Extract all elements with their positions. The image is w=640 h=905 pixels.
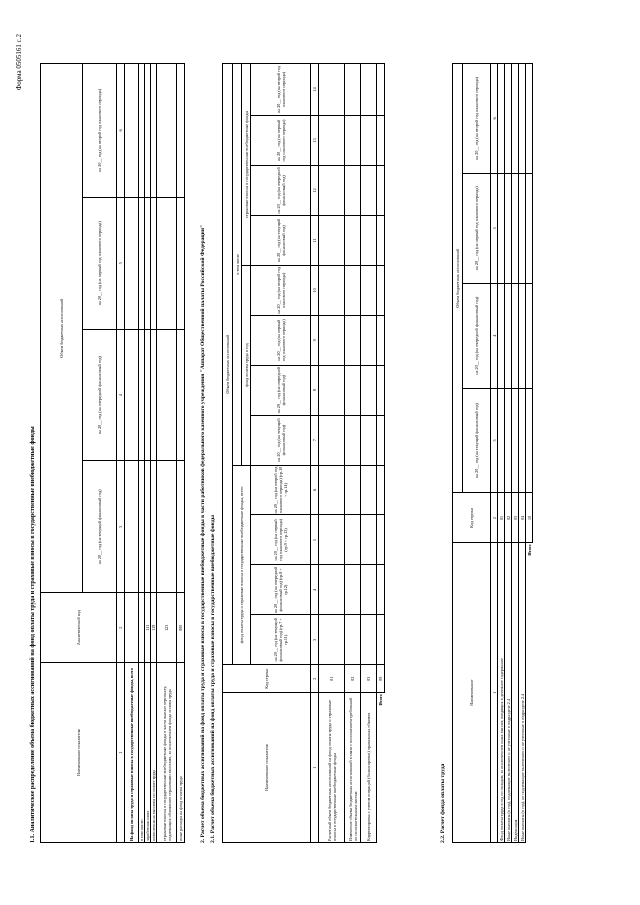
col-header-c6: на 20__ год (на второй год планового периода) (гр.10 + гр.14) xyxy=(251,465,311,515)
table-row xyxy=(361,64,377,843)
col-header-code: Аналитический код xyxy=(41,593,117,663)
col-num: 8 xyxy=(311,365,319,415)
row-code: 09 xyxy=(377,665,385,693)
row-name: На фонд оплаты труда и страховые взносы в государственные внебюджетные фонды, всего xyxy=(125,663,139,843)
total-row xyxy=(377,64,385,843)
row-name: Иные выплаты (в год), подлежащие включению и не учтенные в подразделе 2.4 xyxy=(505,543,512,843)
section-1-1-heading: 1.1. Аналитическое распределение объема бюджетных ассигнований на фонд оплаты труда и страховые взносы в государственные внебюджетные фонды xyxy=(30,426,36,843)
col-header-c3: на 20__ год (на текущий финансовый год) (гр.7 + гр.11) xyxy=(251,615,311,665)
table-row xyxy=(505,64,512,843)
cell xyxy=(177,64,185,198)
row-code xyxy=(125,593,139,663)
row-name: начисления на выплаты по оплате труда xyxy=(151,663,157,843)
cell xyxy=(125,64,139,198)
cell xyxy=(125,197,139,329)
cell xyxy=(125,461,139,593)
col-num: 6 xyxy=(491,64,498,174)
table-2-1 xyxy=(222,63,385,843)
total-row xyxy=(526,64,533,843)
table-row xyxy=(345,64,361,843)
row-name: Корректировка с учетом операций (балансировки) правильных объемов xyxy=(361,693,377,843)
row-code: 03 xyxy=(512,493,519,543)
row-code: 123 xyxy=(157,593,177,663)
col-header-c8: на 20__ год (на очередной финансовый год) xyxy=(251,365,311,415)
col-header-year-3: на 20__ год (на первый год планового периода) xyxy=(463,173,491,283)
row-name: Индексация xyxy=(512,543,519,843)
col-num: 9 xyxy=(311,315,319,365)
row-code: 111 xyxy=(145,593,151,663)
col-num: 3 xyxy=(117,461,125,593)
col-num: 1 xyxy=(491,543,498,843)
cell xyxy=(177,197,185,329)
col-num: 2 xyxy=(311,665,319,693)
col-header-name: Наименование xyxy=(453,543,491,843)
table-row xyxy=(498,64,505,843)
row-name: Итого xyxy=(526,543,533,843)
row-code: 000 xyxy=(177,593,185,663)
row-name: Иные выплаты (в год), не подлежащие включению и не учтенные в подразделе 2.4 xyxy=(519,543,526,843)
col-header-code: Код строки xyxy=(223,665,311,693)
col-header-fot: фонд оплаты труда в год xyxy=(242,265,251,465)
col-header-c5: на 20__ год (на первый год планового периода) (гр.9 + гр.13) xyxy=(251,515,311,565)
col-header-year-4: на 20__ год (на второй год планового периода) xyxy=(463,64,491,174)
col-header-volume: Объем бюджетных ассигнований xyxy=(453,64,463,493)
table-row xyxy=(519,64,526,843)
row-name: Итого xyxy=(377,693,385,843)
row-name: в том числе: xyxy=(139,663,145,843)
col-header-name: Наименование показателя xyxy=(223,693,311,843)
col-num: 1 xyxy=(117,663,125,843)
table-row xyxy=(319,64,345,843)
col-num: 4 xyxy=(117,329,125,461)
col-num: 5 xyxy=(117,197,125,329)
col-header-c9: на 20__ год (на первый год планового периода) xyxy=(251,315,311,365)
cell xyxy=(157,64,177,198)
col-num: 2 xyxy=(117,593,125,663)
col-header-insurance: страховые взносы в государственные внебюджетные фонды xyxy=(242,64,251,266)
col-num: 3 xyxy=(491,388,498,493)
col-num: 2 xyxy=(491,493,498,543)
cell xyxy=(157,329,177,461)
col-num: 7 xyxy=(311,415,319,465)
col-num: 4 xyxy=(311,565,319,615)
row-code: 03 xyxy=(361,665,377,693)
col-header-volume: Объем бюджетных ассигнований xyxy=(223,64,233,665)
col-header-c10: на 20__ год (на второй год планового периода) xyxy=(251,265,311,315)
column-numbers-row xyxy=(117,64,125,843)
row-code: 119 xyxy=(151,593,157,663)
col-header-incl: в том числе xyxy=(233,64,242,466)
cell xyxy=(157,197,177,329)
form-number: Форма 0505161 с.2 xyxy=(15,34,23,91)
row-name: иные расходы на фонд оплаты труда xyxy=(177,663,185,843)
col-num: 3 xyxy=(311,615,319,665)
section-2-2-heading: 2.2. Расчет фонда оплаты труда xyxy=(440,763,446,843)
col-num: 6 xyxy=(311,465,319,515)
row-name: заработная плата xyxy=(145,663,151,843)
col-header-group-total: фонд оплаты труда и страховые взносы в государственные внебюджетные фонды, всего xyxy=(233,465,251,665)
row-name: Фонд оплаты труда в год по окладам, за исключением иных выплат, входящих в денежное содержание xyxy=(498,543,505,843)
row-name: страховые взносы в государственные внебюджетные фонды в части выплат персоналу, подлежащих обложению страховыми взносами, за исключением фонда оплаты труда xyxy=(157,663,177,843)
cell xyxy=(177,329,185,461)
col-header-c11: на 20__ год (на текущий финансовый год) xyxy=(251,215,311,265)
table-row xyxy=(157,64,177,843)
col-num: 6 xyxy=(117,64,125,198)
col-num: 14 xyxy=(311,64,319,116)
table-1-1 xyxy=(40,63,185,843)
row-code: 02 xyxy=(345,665,361,693)
col-header-year-2: на 20__ год (на очередной финансовый год) xyxy=(83,329,117,461)
col-header-year-2: на 20__ год (на очередной финансовый год) xyxy=(463,283,491,388)
col-num: 11 xyxy=(311,215,319,265)
row-code: 01 xyxy=(319,665,345,693)
row-code: 01 xyxy=(498,493,505,543)
col-num: 4 xyxy=(491,283,498,388)
col-header-year-1: на 20__ год (на текущий финансовый год) xyxy=(83,461,117,593)
section-2-1-heading: 2.1. Расчет объема бюджетных ассигнований на фонд оплаты труда и страховые взносы в государственные внебюджетные фонды xyxy=(210,515,216,843)
row-name: Расчетный объем бюджетных ассигнований на фонд оплаты труда и страховые взносы в государственные внебюджетные фонды xyxy=(319,693,345,843)
col-header-year-1: на 20__ год (на текущий финансовый год) xyxy=(463,388,491,493)
col-header-c4: на 20__ год (на очередной финансовый год) (гр.8 + гр.12) xyxy=(251,565,311,615)
col-header-volume: Объем бюджетных ассигнований xyxy=(41,64,83,593)
col-header-c14: на 20__ год (на второй год планового периода) xyxy=(251,64,311,116)
section-2-heading: 2. Расчет объема бюджетных ассигнований на фонд оплаты труда и страховые взносы в государственные внебюджетные фонды в части работников федерального казенного учреждения "Аппарат Общественной палаты Российской Федерации" xyxy=(200,224,206,843)
col-num: 13 xyxy=(311,116,319,166)
cell xyxy=(125,329,139,461)
table-row xyxy=(125,64,139,843)
table-row xyxy=(512,64,519,843)
col-header-c12: на 20__ год (на очередной финансовый год) xyxy=(251,165,311,215)
column-numbers-row xyxy=(491,64,498,843)
row-code: 10 xyxy=(526,493,533,543)
table-row xyxy=(177,64,185,843)
col-num: 10 xyxy=(311,265,319,315)
col-header-year-4: на 20__ год (на второй год планового периода) xyxy=(83,64,117,198)
cell xyxy=(157,461,177,593)
row-code: 04 xyxy=(519,493,526,543)
row-code: 02 xyxy=(505,493,512,543)
col-num: 1 xyxy=(311,693,319,843)
row-name: Изменение объема бюджетных ассигнований в связи с исполнением требований по исполнительным листам xyxy=(345,693,361,843)
col-header-c7: на 20__ год (на текущий финансовый год) xyxy=(251,415,311,465)
col-header-name: Наименование показателя xyxy=(41,663,117,843)
col-header-c13: на 20__ год (на первый год планового периода) xyxy=(251,116,311,166)
col-num: 5 xyxy=(491,173,498,283)
col-header-code: Код строки xyxy=(453,493,491,543)
cell xyxy=(177,461,185,593)
col-num: 12 xyxy=(311,165,319,215)
col-header-year-3: на 20__ год (на первый год планового периода) xyxy=(83,197,117,329)
col-num: 5 xyxy=(311,515,319,565)
column-numbers-row xyxy=(311,64,319,843)
table-2-2 xyxy=(452,63,533,843)
